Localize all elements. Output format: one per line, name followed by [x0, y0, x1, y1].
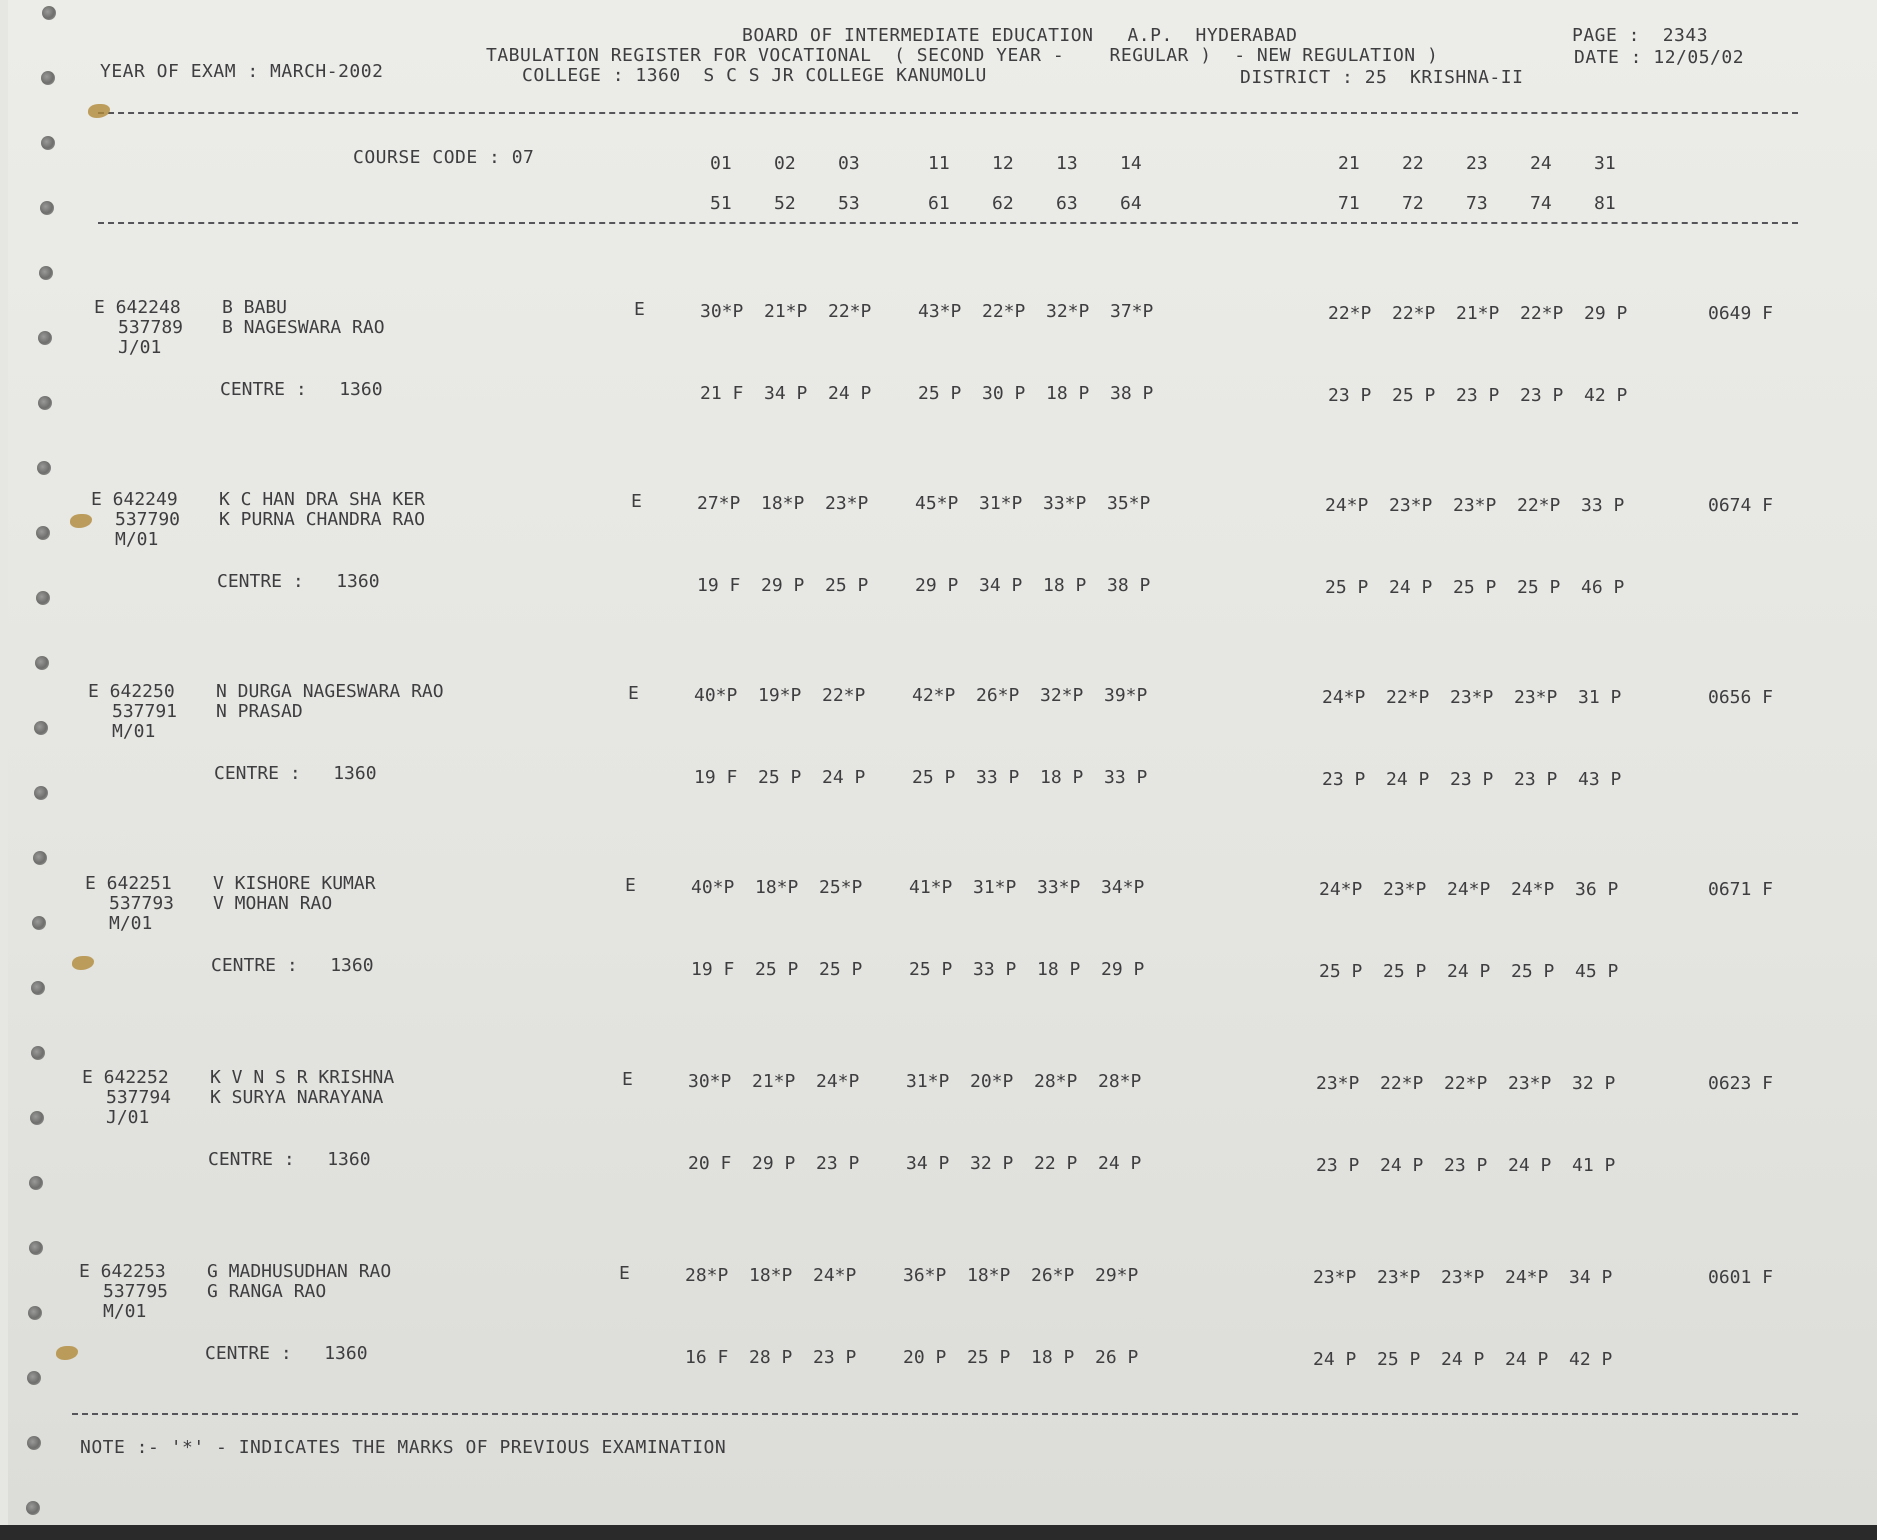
mark-cell: 18*P	[749, 1265, 793, 1286]
mark-cell: 24 P	[822, 767, 866, 788]
hall-ticket-number: 537791	[112, 701, 178, 722]
total-result: 0649 F	[1708, 303, 1774, 324]
mark-cell: 25 P	[1517, 577, 1561, 598]
mark-cell: 24 P	[1447, 961, 1491, 982]
feed-hole	[35, 656, 49, 670]
feed-hole	[36, 526, 50, 540]
class-code: M/01	[115, 529, 159, 550]
centre: CENTRE : 1360	[211, 955, 374, 976]
footnote: NOTE :- '*' - INDICATES THE MARKS OF PREVIOUS EXAMINATION	[80, 1437, 727, 1458]
feed-hole	[30, 1111, 44, 1125]
feed-hole	[27, 1436, 41, 1450]
mark-cell: 23 P	[1456, 385, 1500, 406]
mark-cell: 29 P	[1101, 959, 1145, 980]
header-divider	[98, 112, 1798, 114]
mark-cell: 27*P	[697, 493, 741, 514]
mark-cell: 25 P	[758, 767, 802, 788]
mark-cell: 18*P	[755, 877, 799, 898]
mark-cell: 23 P	[816, 1153, 860, 1174]
mark-cell: 24*P	[1325, 495, 1369, 516]
mark-cell: 20 P	[903, 1347, 947, 1368]
mark-cell: 32 P	[970, 1153, 1014, 1174]
father-name: N PRASAD	[216, 701, 303, 722]
feed-hole	[38, 396, 52, 410]
feed-hole	[29, 1176, 43, 1190]
mark-cell: 33 P	[1581, 495, 1625, 516]
column-code: 24	[1530, 153, 1552, 174]
centre: CENTRE : 1360	[205, 1343, 368, 1364]
total-result: 0623 F	[1708, 1073, 1774, 1094]
college-name: COLLEGE : 1360 S C S JR COLLEGE KANUMOLU	[522, 65, 987, 86]
total-result: 0601 F	[1708, 1267, 1774, 1288]
mark-cell: 40*P	[691, 877, 735, 898]
mark-cell: 22 P	[1034, 1153, 1078, 1174]
mark-cell: 24 P	[1389, 577, 1433, 598]
column-code: 63	[1056, 193, 1078, 214]
mark-cell: 25 P	[918, 383, 962, 404]
mark-cell: 24 P	[1508, 1155, 1552, 1176]
hall-ticket-number: 537795	[103, 1281, 169, 1302]
scanner-bottom-edge	[0, 1525, 1877, 1540]
centre: CENTRE : 1360	[208, 1149, 371, 1170]
mark-cell: 41*P	[909, 877, 953, 898]
mark-cell: 25 P	[1319, 961, 1363, 982]
centre: CENTRE : 1360	[214, 763, 377, 784]
mark-cell: 41 P	[1572, 1155, 1616, 1176]
total-result: 0674 F	[1708, 495, 1774, 516]
mark-cell: 23*P	[1514, 687, 1558, 708]
column-code: 14	[1120, 153, 1142, 174]
column-code: 22	[1402, 153, 1424, 174]
column-code: 03	[838, 153, 860, 174]
feed-hole	[41, 71, 55, 85]
mark-cell: 39*P	[1104, 685, 1148, 706]
mark-cell: 22*P	[1444, 1073, 1488, 1094]
medium: E	[619, 1263, 630, 1284]
mark-cell: 29 P	[915, 575, 959, 596]
mark-cell: 23*P	[1316, 1073, 1360, 1094]
register-title: TABULATION REGISTER FOR VOCATIONAL ( SECOND YEAR - REGULAR ) - NEW REGULATION )	[486, 45, 1439, 66]
mark-cell: 23*P	[1450, 687, 1494, 708]
mark-cell: 25 P	[967, 1347, 1011, 1368]
mark-cell: 23 P	[813, 1347, 857, 1368]
mark-cell: 38 P	[1107, 575, 1151, 596]
mark-cell: 23*P	[1508, 1073, 1552, 1094]
mark-cell: 22*P	[1386, 687, 1430, 708]
stain-mark	[70, 514, 92, 528]
mark-cell: 30*P	[700, 301, 744, 322]
feed-hole	[32, 916, 46, 930]
student-name: G MADHUSUDHAN RAO	[207, 1261, 392, 1282]
mark-cell: 22*P	[1328, 303, 1372, 324]
mark-cell: 33 P	[976, 767, 1020, 788]
mark-cell: 24 P	[1313, 1349, 1357, 1370]
mark-cell: 34 P	[764, 383, 808, 404]
column-code: 12	[992, 153, 1014, 174]
registration-number: E 642253	[79, 1261, 166, 1282]
mark-cell: 40*P	[694, 685, 738, 706]
mark-cell: 26*P	[1031, 1265, 1075, 1286]
mark-cell: 28 P	[749, 1347, 793, 1368]
column-code: 73	[1466, 193, 1488, 214]
mark-cell: 23*P	[1313, 1267, 1357, 1288]
student-name: N DURGA NAGESWARA RAO	[216, 681, 444, 702]
medium: E	[634, 299, 645, 320]
father-name: K SURYA NARAYANA	[210, 1087, 384, 1108]
mark-cell: 22*P	[1380, 1073, 1424, 1094]
mark-cell: 36*P	[903, 1265, 947, 1286]
class-code: M/01	[109, 913, 153, 934]
mark-cell: 28*P	[1098, 1071, 1142, 1092]
feed-hole	[39, 266, 53, 280]
medium: E	[622, 1069, 633, 1090]
column-code: 81	[1594, 193, 1616, 214]
mark-cell: 22*P	[982, 301, 1026, 322]
mark-cell: 25 P	[1392, 385, 1436, 406]
mark-cell: 42 P	[1584, 385, 1628, 406]
mark-cell: 22*P	[1520, 303, 1564, 324]
centre: CENTRE : 1360	[217, 571, 380, 592]
feed-hole	[34, 786, 48, 800]
mark-cell: 25 P	[825, 575, 869, 596]
mark-cell: 42 P	[1569, 1349, 1613, 1370]
mark-cell: 24*P	[1505, 1267, 1549, 1288]
father-name: V MOHAN RAO	[213, 893, 333, 914]
mark-cell: 28*P	[685, 1265, 729, 1286]
mark-cell: 23*P	[1389, 495, 1433, 516]
mark-cell: 24*P	[1447, 879, 1491, 900]
mark-cell: 29*P	[1095, 1265, 1139, 1286]
course-code: COURSE CODE : 07	[353, 147, 535, 168]
mark-cell: 24*P	[816, 1071, 860, 1092]
mark-cell: 42*P	[912, 685, 956, 706]
feed-hole	[31, 1046, 45, 1060]
mark-cell: 35*P	[1107, 493, 1151, 514]
mark-cell: 46 P	[1581, 577, 1625, 598]
mark-cell: 23*P	[825, 493, 869, 514]
class-code: J/01	[106, 1107, 150, 1128]
footer-divider	[72, 1413, 1798, 1415]
mark-cell: 32*P	[1046, 301, 1090, 322]
father-name: G RANGA RAO	[207, 1281, 327, 1302]
class-code: M/01	[103, 1301, 147, 1322]
mark-cell: 21*P	[752, 1071, 796, 1092]
mark-cell: 24 P	[1505, 1349, 1549, 1370]
mark-cell: 29 P	[752, 1153, 796, 1174]
feed-hole	[27, 1371, 41, 1385]
feed-hole	[26, 1501, 40, 1515]
mark-cell: 23*P	[1383, 879, 1427, 900]
feed-hole	[42, 6, 56, 20]
total-result: 0671 F	[1708, 879, 1774, 900]
mark-cell: 24 P	[1441, 1349, 1485, 1370]
feed-hole	[41, 136, 55, 150]
mark-cell: 33 P	[973, 959, 1017, 980]
mark-cell: 21*P	[1456, 303, 1500, 324]
mark-cell: 31 P	[1578, 687, 1622, 708]
mark-cell: 25 P	[912, 767, 956, 788]
column-code: 51	[710, 193, 732, 214]
mark-cell: 18*P	[967, 1265, 1011, 1286]
medium: E	[631, 491, 642, 512]
hall-ticket-number: 537794	[106, 1087, 172, 1108]
centre: CENTRE : 1360	[220, 379, 383, 400]
page-number: PAGE : 2343	[1572, 25, 1709, 46]
mark-cell: 45 P	[1575, 961, 1619, 982]
mark-cell: 23*P	[1377, 1267, 1421, 1288]
mark-cell: 38 P	[1110, 383, 1154, 404]
mark-cell: 31*P	[973, 877, 1017, 898]
mark-cell: 22*P	[822, 685, 866, 706]
mark-cell: 26 P	[1095, 1347, 1139, 1368]
mark-cell: 25 P	[1511, 961, 1555, 982]
mark-cell: 19 F	[691, 959, 735, 980]
mark-cell: 29 P	[1584, 303, 1628, 324]
total-result: 0656 F	[1708, 687, 1774, 708]
column-code: 11	[928, 153, 950, 174]
mark-cell: 43*P	[918, 301, 962, 322]
mark-cell: 45*P	[915, 493, 959, 514]
tractor-feed-holes	[8, 0, 78, 1525]
mark-cell: 24 P	[828, 383, 872, 404]
mark-cell: 34 P	[979, 575, 1023, 596]
mark-cell: 22*P	[1392, 303, 1436, 324]
mark-cell: 19 F	[697, 575, 741, 596]
mark-cell: 34 P	[1569, 1267, 1613, 1288]
feed-hole	[33, 851, 47, 865]
mark-cell: 20*P	[970, 1071, 1014, 1092]
class-code: M/01	[112, 721, 156, 742]
mark-cell: 32*P	[1040, 685, 1084, 706]
column-code: 23	[1466, 153, 1488, 174]
mark-cell: 23*P	[1441, 1267, 1485, 1288]
mark-cell: 18 P	[1046, 383, 1090, 404]
mark-cell: 16 F	[685, 1347, 729, 1368]
student-name: V KISHORE KUMAR	[213, 873, 376, 894]
mark-cell: 25 P	[1383, 961, 1427, 982]
feed-hole	[38, 331, 52, 345]
mark-cell: 25 P	[1453, 577, 1497, 598]
hall-ticket-number: 537790	[115, 509, 181, 530]
column-code: 02	[774, 153, 796, 174]
mark-cell: 31*P	[906, 1071, 950, 1092]
mark-cell: 31*P	[979, 493, 1023, 514]
column-code: 61	[928, 193, 950, 214]
student-name: K C HAN DRA SHA KER	[219, 489, 425, 510]
mark-cell: 23 P	[1450, 769, 1494, 790]
mark-cell: 24*P	[1319, 879, 1363, 900]
registration-number: E 642249	[91, 489, 178, 510]
mark-cell: 33 P	[1104, 767, 1148, 788]
mark-cell: 18 P	[1037, 959, 1081, 980]
mark-cell: 25 P	[1377, 1349, 1421, 1370]
hall-ticket-number: 537789	[118, 317, 184, 338]
column-code: 21	[1338, 153, 1360, 174]
feed-hole	[31, 981, 45, 995]
mark-cell: 24 P	[1098, 1153, 1142, 1174]
board-title: BOARD OF INTERMEDIATE EDUCATION A.P. HYDERABAD	[742, 25, 1298, 46]
mark-cell: 24*P	[813, 1265, 857, 1286]
mark-cell: 23 P	[1328, 385, 1372, 406]
mark-cell: 24 P	[1386, 769, 1430, 790]
column-code: 74	[1530, 193, 1552, 214]
mark-cell: 18 P	[1043, 575, 1087, 596]
mark-cell: 24 P	[1380, 1155, 1424, 1176]
stain-mark	[88, 104, 110, 118]
mark-cell: 25*P	[819, 877, 863, 898]
mark-cell: 23 P	[1316, 1155, 1360, 1176]
father-name: K PURNA CHANDRA RAO	[219, 509, 425, 530]
mark-cell: 25 P	[909, 959, 953, 980]
column-code: 53	[838, 193, 860, 214]
column-header-divider	[98, 222, 1798, 224]
column-code: 64	[1120, 193, 1142, 214]
mark-cell: 25 P	[1325, 577, 1369, 598]
mark-cell: 28*P	[1034, 1071, 1078, 1092]
feed-hole	[34, 721, 48, 735]
mark-cell: 30*P	[688, 1071, 732, 1092]
medium: E	[628, 683, 639, 704]
mark-cell: 20 F	[688, 1153, 732, 1174]
feed-hole	[40, 201, 54, 215]
mark-cell: 43 P	[1578, 769, 1622, 790]
mark-cell: 26*P	[976, 685, 1020, 706]
mark-cell: 33*P	[1037, 877, 1081, 898]
feed-hole	[29, 1241, 43, 1255]
student-name: B BABU	[222, 297, 288, 318]
mark-cell: 25 P	[755, 959, 799, 980]
feed-hole	[36, 591, 50, 605]
mark-cell: 21*P	[764, 301, 808, 322]
column-code: 01	[710, 153, 732, 174]
mark-cell: 34 P	[906, 1153, 950, 1174]
mark-cell: 22*P	[828, 301, 872, 322]
column-code: 62	[992, 193, 1014, 214]
mark-cell: 18 P	[1031, 1347, 1075, 1368]
column-code: 13	[1056, 153, 1078, 174]
stain-mark	[72, 956, 94, 970]
mark-cell: 32 P	[1572, 1073, 1616, 1094]
mark-cell: 25 P	[819, 959, 863, 980]
column-code: 31	[1594, 153, 1616, 174]
mark-cell: 23 P	[1520, 385, 1564, 406]
mark-cell: 23*P	[1453, 495, 1497, 516]
mark-cell: 24*P	[1511, 879, 1555, 900]
student-name: K V N S R KRISHNA	[210, 1067, 395, 1088]
medium: E	[625, 875, 636, 896]
mark-cell: 23 P	[1514, 769, 1558, 790]
register-sheet	[8, 0, 1877, 1525]
district: DISTRICT : 25 KRISHNA-II	[1240, 67, 1524, 88]
mark-cell: 21 F	[700, 383, 744, 404]
column-code: 72	[1402, 193, 1424, 214]
mark-cell: 22*P	[1517, 495, 1561, 516]
feed-hole	[37, 461, 51, 475]
registration-number: E 642248	[94, 297, 181, 318]
hall-ticket-number: 537793	[109, 893, 175, 914]
mark-cell: 29 P	[761, 575, 805, 596]
mark-cell: 19 F	[694, 767, 738, 788]
mark-cell: 23 P	[1322, 769, 1366, 790]
mark-cell: 34*P	[1101, 877, 1145, 898]
column-code: 71	[1338, 193, 1360, 214]
registration-number: E 642252	[82, 1067, 169, 1088]
column-code: 52	[774, 193, 796, 214]
exam-year: YEAR OF EXAM : MARCH-2002	[100, 61, 384, 82]
report-date: DATE : 12/05/02	[1574, 47, 1745, 68]
father-name: B NAGESWARA RAO	[222, 317, 385, 338]
mark-cell: 36 P	[1575, 879, 1619, 900]
mark-cell: 37*P	[1110, 301, 1154, 322]
mark-cell: 24*P	[1322, 687, 1366, 708]
feed-hole	[28, 1306, 42, 1320]
registration-number: E 642250	[88, 681, 175, 702]
class-code: J/01	[118, 337, 162, 358]
mark-cell: 30 P	[982, 383, 1026, 404]
mark-cell: 23 P	[1444, 1155, 1488, 1176]
mark-cell: 33*P	[1043, 493, 1087, 514]
mark-cell: 18*P	[761, 493, 805, 514]
mark-cell: 19*P	[758, 685, 802, 706]
mark-cell: 18 P	[1040, 767, 1084, 788]
registration-number: E 642251	[85, 873, 172, 894]
